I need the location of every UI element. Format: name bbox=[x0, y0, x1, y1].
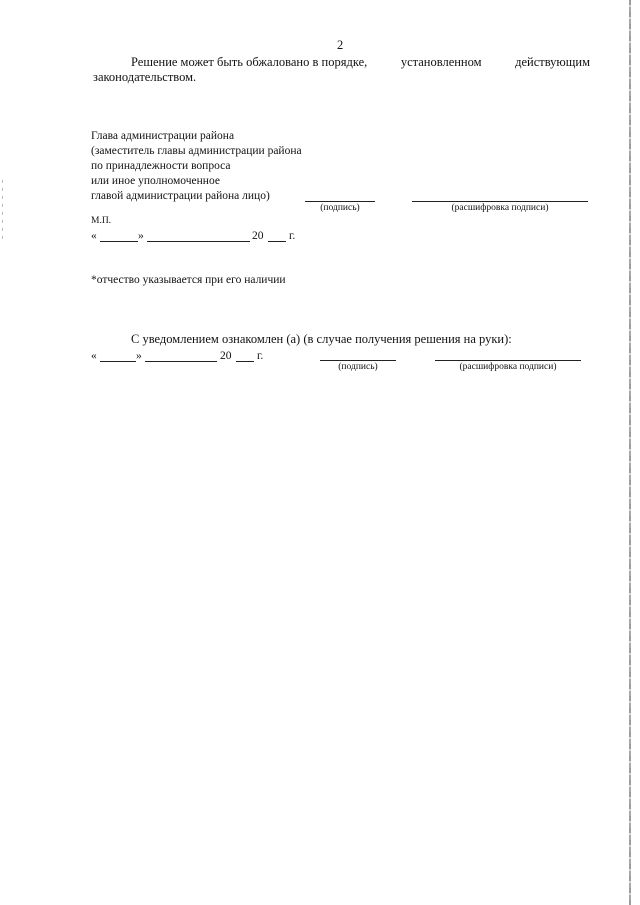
ack-date-day-blank bbox=[100, 361, 136, 362]
ack-signature-caption: (подпись) bbox=[338, 362, 378, 372]
date-year-blank bbox=[268, 241, 286, 242]
ack-signature-line bbox=[320, 360, 396, 361]
ack-date-year-blank bbox=[236, 361, 254, 362]
appeal-text-part-2: установленном bbox=[400, 55, 482, 69]
appeal-paragraph-line-2: законодательством. bbox=[93, 70, 197, 84]
date-year-prefix: 20 bbox=[252, 230, 264, 242]
ack-date-year-suffix: г. bbox=[257, 350, 264, 362]
date-year-suffix: г. bbox=[289, 230, 296, 242]
ack-date-open-quote: « bbox=[91, 350, 97, 362]
acknowledgement-text: С уведомлением ознакомлен (а) (в случае получения решения на руки): bbox=[131, 332, 512, 346]
head-line-3: по принадлежности вопроса bbox=[91, 160, 231, 172]
date-close-quote: » bbox=[138, 230, 144, 242]
date-day-blank bbox=[100, 241, 138, 242]
ack-date-month-blank bbox=[145, 361, 217, 362]
appeal-paragraph-line-1 bbox=[131, 55, 590, 70]
head-line-1: Глава администрации района bbox=[91, 130, 235, 142]
stamp-label: М.П. bbox=[91, 216, 112, 226]
appeal-text-part-3: действующим bbox=[515, 55, 590, 69]
head-line-5: главой администрации района лицо) bbox=[91, 190, 270, 202]
scan-edge-right bbox=[629, 0, 631, 905]
date-month-blank bbox=[147, 241, 250, 242]
footnote-patronymic: *отчество указывается при его наличии bbox=[91, 274, 286, 286]
head-line-4: или иное уполномоченное bbox=[91, 175, 220, 187]
ack-decoding-line bbox=[435, 360, 581, 361]
appeal-text-part-1: Решение может быть обжаловано в порядке, bbox=[131, 55, 368, 69]
head-decoding-caption: (расшифровка подписи) bbox=[451, 203, 549, 213]
page-number: 2 bbox=[337, 38, 344, 52]
ack-date-close-quote: » bbox=[136, 350, 142, 362]
head-line-2: (заместитель главы администрации района bbox=[91, 145, 302, 157]
head-signature-caption: (подпись) bbox=[320, 203, 360, 213]
date-open-quote: « bbox=[91, 230, 97, 242]
head-signature-line bbox=[305, 201, 375, 202]
head-decoding-line bbox=[412, 201, 588, 202]
scan-edge-left bbox=[2, 180, 3, 240]
ack-date-year-prefix: 20 bbox=[220, 350, 232, 362]
ack-decoding-caption: (расшифровка подписи) bbox=[459, 362, 557, 372]
